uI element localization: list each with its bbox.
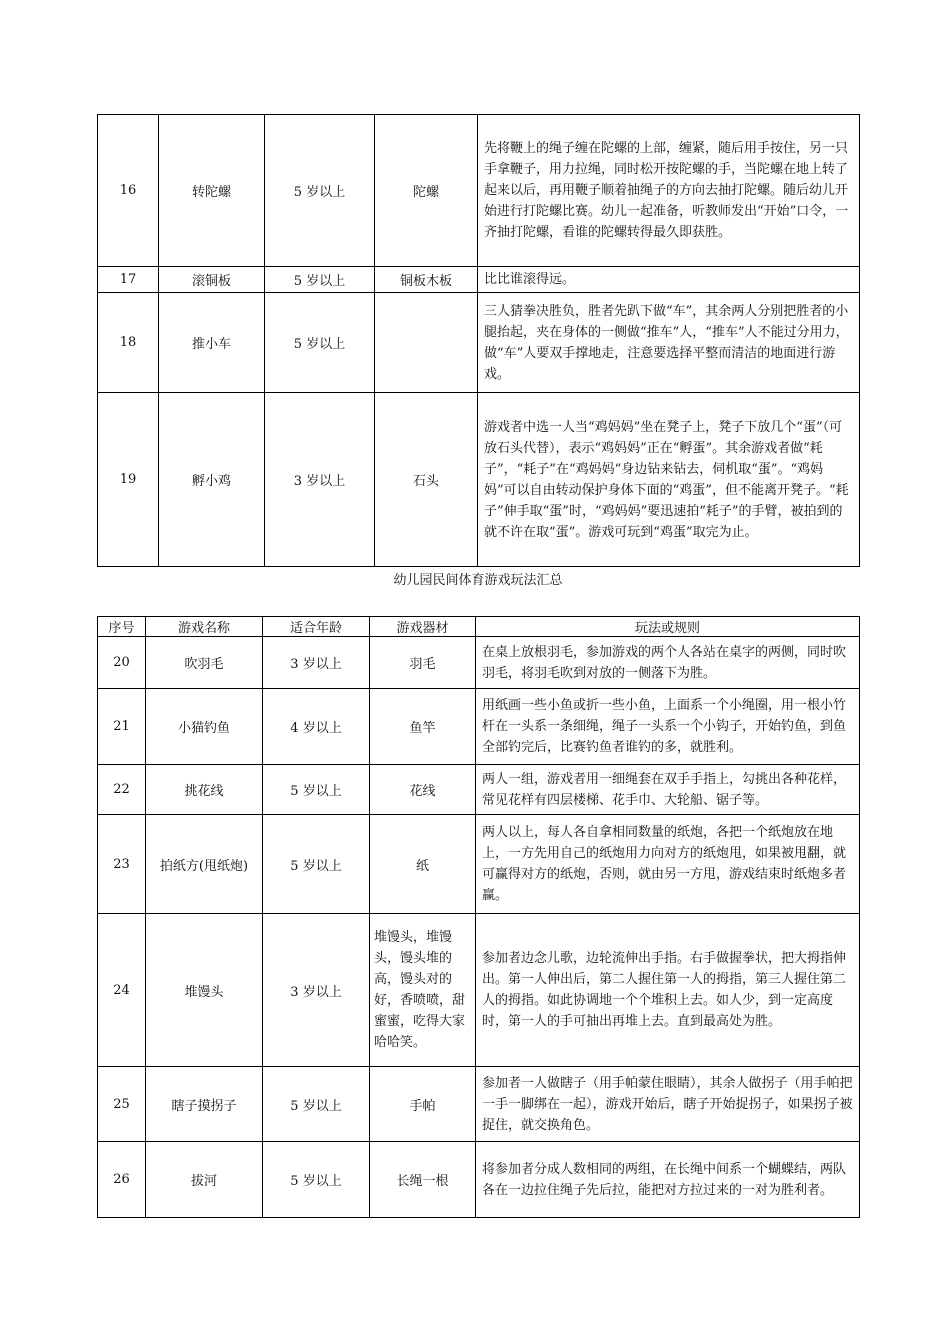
game-name: 挑花线	[146, 765, 263, 815]
header-age: 适合年龄	[263, 617, 370, 637]
table-row	[98, 293, 860, 393]
game-equipment: 石头	[375, 393, 478, 567]
suitable-age: 3 岁以上	[263, 914, 370, 1067]
game-equipment: 花线	[370, 765, 476, 815]
game-equipment: 长绳一根	[370, 1142, 476, 1218]
suitable-age: 5 岁以上	[265, 293, 375, 393]
table-row	[98, 393, 860, 567]
game-rules: 两人以上，每人各自拿相同数量的纸炮，各把一个纸炮放在地上，一方先用自己的纸炮用力向对方的纸炮甩，如果被甩翻，就可赢得对方的纸炮，否则，就由另一方甩，游戏结束时纸炮多者赢。	[476, 815, 860, 914]
suitable-age: 3 岁以上	[263, 637, 370, 689]
table-row	[98, 1067, 860, 1142]
game-rules: 游戏者中选一人当“鸡妈妈”坐在凳子上，凳子下放几个“蛋”（可放石头代替），表示“鸡妈妈”正在“孵蛋”。其余游戏者做“耗子”，“耗子”在“鸡妈妈“身边钻来钻去，伺机取“蛋”。“鸡妈妈”可以自由转动保护身体下面的“鸡蛋”，但不能离开凳子。“耗子”伸手取“蛋”时，“鸡妈妈”要迅速拍“耗子”的手臂，被拍到的就不许在取“蛋”。游戏可玩到“鸡蛋”取完为止。	[478, 393, 860, 567]
header-number: 序号	[98, 617, 146, 637]
table-header-row	[98, 617, 860, 637]
game-name: 小猫钓鱼	[146, 689, 263, 765]
table-caption: 幼儿园民间体育游戏玩法汇总	[393, 573, 563, 588]
game-rules: 用纸画一些小鱼或折一些小鱼，上面系一个小绳圈，用一根小竹杆在一头系一条细绳，绳子一头系一个小钩子，开始钓鱼，到鱼全部钓完后，比赛钓鱼者谁钓的多，就胜利。	[476, 689, 860, 765]
game-equipment: 鱼竿	[370, 689, 476, 765]
header-rules: 玩法或规则	[476, 617, 860, 637]
game-equipment: 铜板木板	[375, 267, 478, 293]
suitable-age: 4 岁以上	[263, 689, 370, 765]
table-row	[98, 637, 860, 689]
game-equipment: 堆馒头，堆馒头，馒头堆的高，馒头对的好，香喷喷，甜蜜蜜，吃得大家哈哈笑。	[370, 914, 476, 1067]
game-name: 孵小鸡	[159, 393, 265, 567]
row-number: 24	[98, 914, 146, 1067]
row-number: 20	[98, 637, 146, 689]
game-equipment: 手帕	[370, 1067, 476, 1142]
game-rules: 两人一组，游戏者用一细绳套在双手手指上，勾挑出各种花样，常见花样有四层楼梯、花手巾、大轮船、锯子等。	[476, 765, 860, 815]
row-number: 17	[98, 267, 159, 293]
game-rules: 先将鞭上的绳子缠在陀螺的上部，缠紧，随后用手按住，另一只手拿鞭子，用力拉绳，同时松开按陀螺的手，当陀螺在地上转了起来以后，再用鞭子顺着抽绳子的方向去抽打陀螺。随后幼儿开始进行打陀螺比赛。幼儿一起准备，听教师发出“开始”口令，一齐抽打陀螺，看谁的陀螺转得最久即获胜。	[478, 115, 860, 267]
game-equipment: 纸	[370, 815, 476, 914]
table-row	[98, 765, 860, 815]
game-name: 瞎子摸拐子	[146, 1067, 263, 1142]
table-row	[98, 267, 860, 293]
row-number: 21	[98, 689, 146, 765]
game-rules: 三人猜拳决胜负，胜者先趴下做“车”，其余两人分别把胜者的小腿抬起，夹在身体的一侧做“推车”人，“推车”人不能过分用力，做“车”人要双手撑地走，注意要选择平整而清洁的地面进行游戏。	[478, 293, 860, 393]
table-row	[98, 115, 860, 267]
table-row	[98, 914, 860, 1067]
game-equipment: 羽毛	[370, 637, 476, 689]
suitable-age: 5 岁以上	[263, 1067, 370, 1142]
game-rules: 参加者边念儿歌，边轮流伸出手指。右手做握拳状，把大拇指伸出。第一人伸出后，第二人握住第一人的拇指，第三人握住第二人的拇指。如此协调地一个个堆积上去。如人少，到一定高度时，第一人的手可抽出再堆上去。直到最高处为胜。	[476, 914, 860, 1067]
game-name: 堆馒头	[146, 914, 263, 1067]
suitable-age: 5 岁以上	[263, 765, 370, 815]
game-rules: 比比谁滚得远。	[478, 267, 860, 293]
table-row	[98, 689, 860, 765]
table-row	[98, 815, 860, 914]
row-number: 23	[98, 815, 146, 914]
game-name: 拔河	[146, 1142, 263, 1218]
suitable-age: 3 岁以上	[265, 393, 375, 567]
game-name: 推小车	[159, 293, 265, 393]
row-number: 25	[98, 1067, 146, 1142]
games-table	[97, 616, 860, 1218]
row-number: 18	[98, 293, 159, 393]
game-name: 转陀螺	[159, 115, 265, 267]
game-rules: 参加者一人做瞎子（用手帕蒙住眼睛），其余人做拐子（用手帕把一手一脚绑在一起），游戏开始后，瞎子开始捉拐子，如果拐子被捉住，就交换角色。	[476, 1067, 860, 1142]
table-row	[98, 1142, 860, 1218]
suitable-age: 5 岁以上	[265, 115, 375, 267]
games-table-continued	[97, 114, 860, 567]
game-name: 滚铜板	[159, 267, 265, 293]
game-name: 吹羽毛	[146, 637, 263, 689]
row-number: 22	[98, 765, 146, 815]
game-rules: 将参加者分成人数相同的两组，在长绳中间系一个蝴蝶结，两队各在一边拉住绳子先后拉，能把对方拉过来的一对为胜利者。	[476, 1142, 860, 1218]
row-number: 16	[98, 115, 159, 267]
suitable-age: 5 岁以上	[263, 815, 370, 914]
game-equipment	[375, 293, 478, 393]
row-number: 19	[98, 393, 159, 567]
header-game-name: 游戏名称	[146, 617, 263, 637]
suitable-age: 5 岁以上	[263, 1142, 370, 1218]
game-name: 拍纸方(甩纸炮)	[146, 815, 263, 914]
game-rules: 在桌上放根羽毛，参加游戏的两个人各站在桌字的两侧，同时吹羽毛，将羽毛吹到对放的一侧落下为胜。	[476, 637, 860, 689]
row-number: 26	[98, 1142, 146, 1218]
header-equipment: 游戏器材	[370, 617, 476, 637]
game-equipment: 陀螺	[375, 115, 478, 267]
suitable-age: 5 岁以上	[265, 267, 375, 293]
